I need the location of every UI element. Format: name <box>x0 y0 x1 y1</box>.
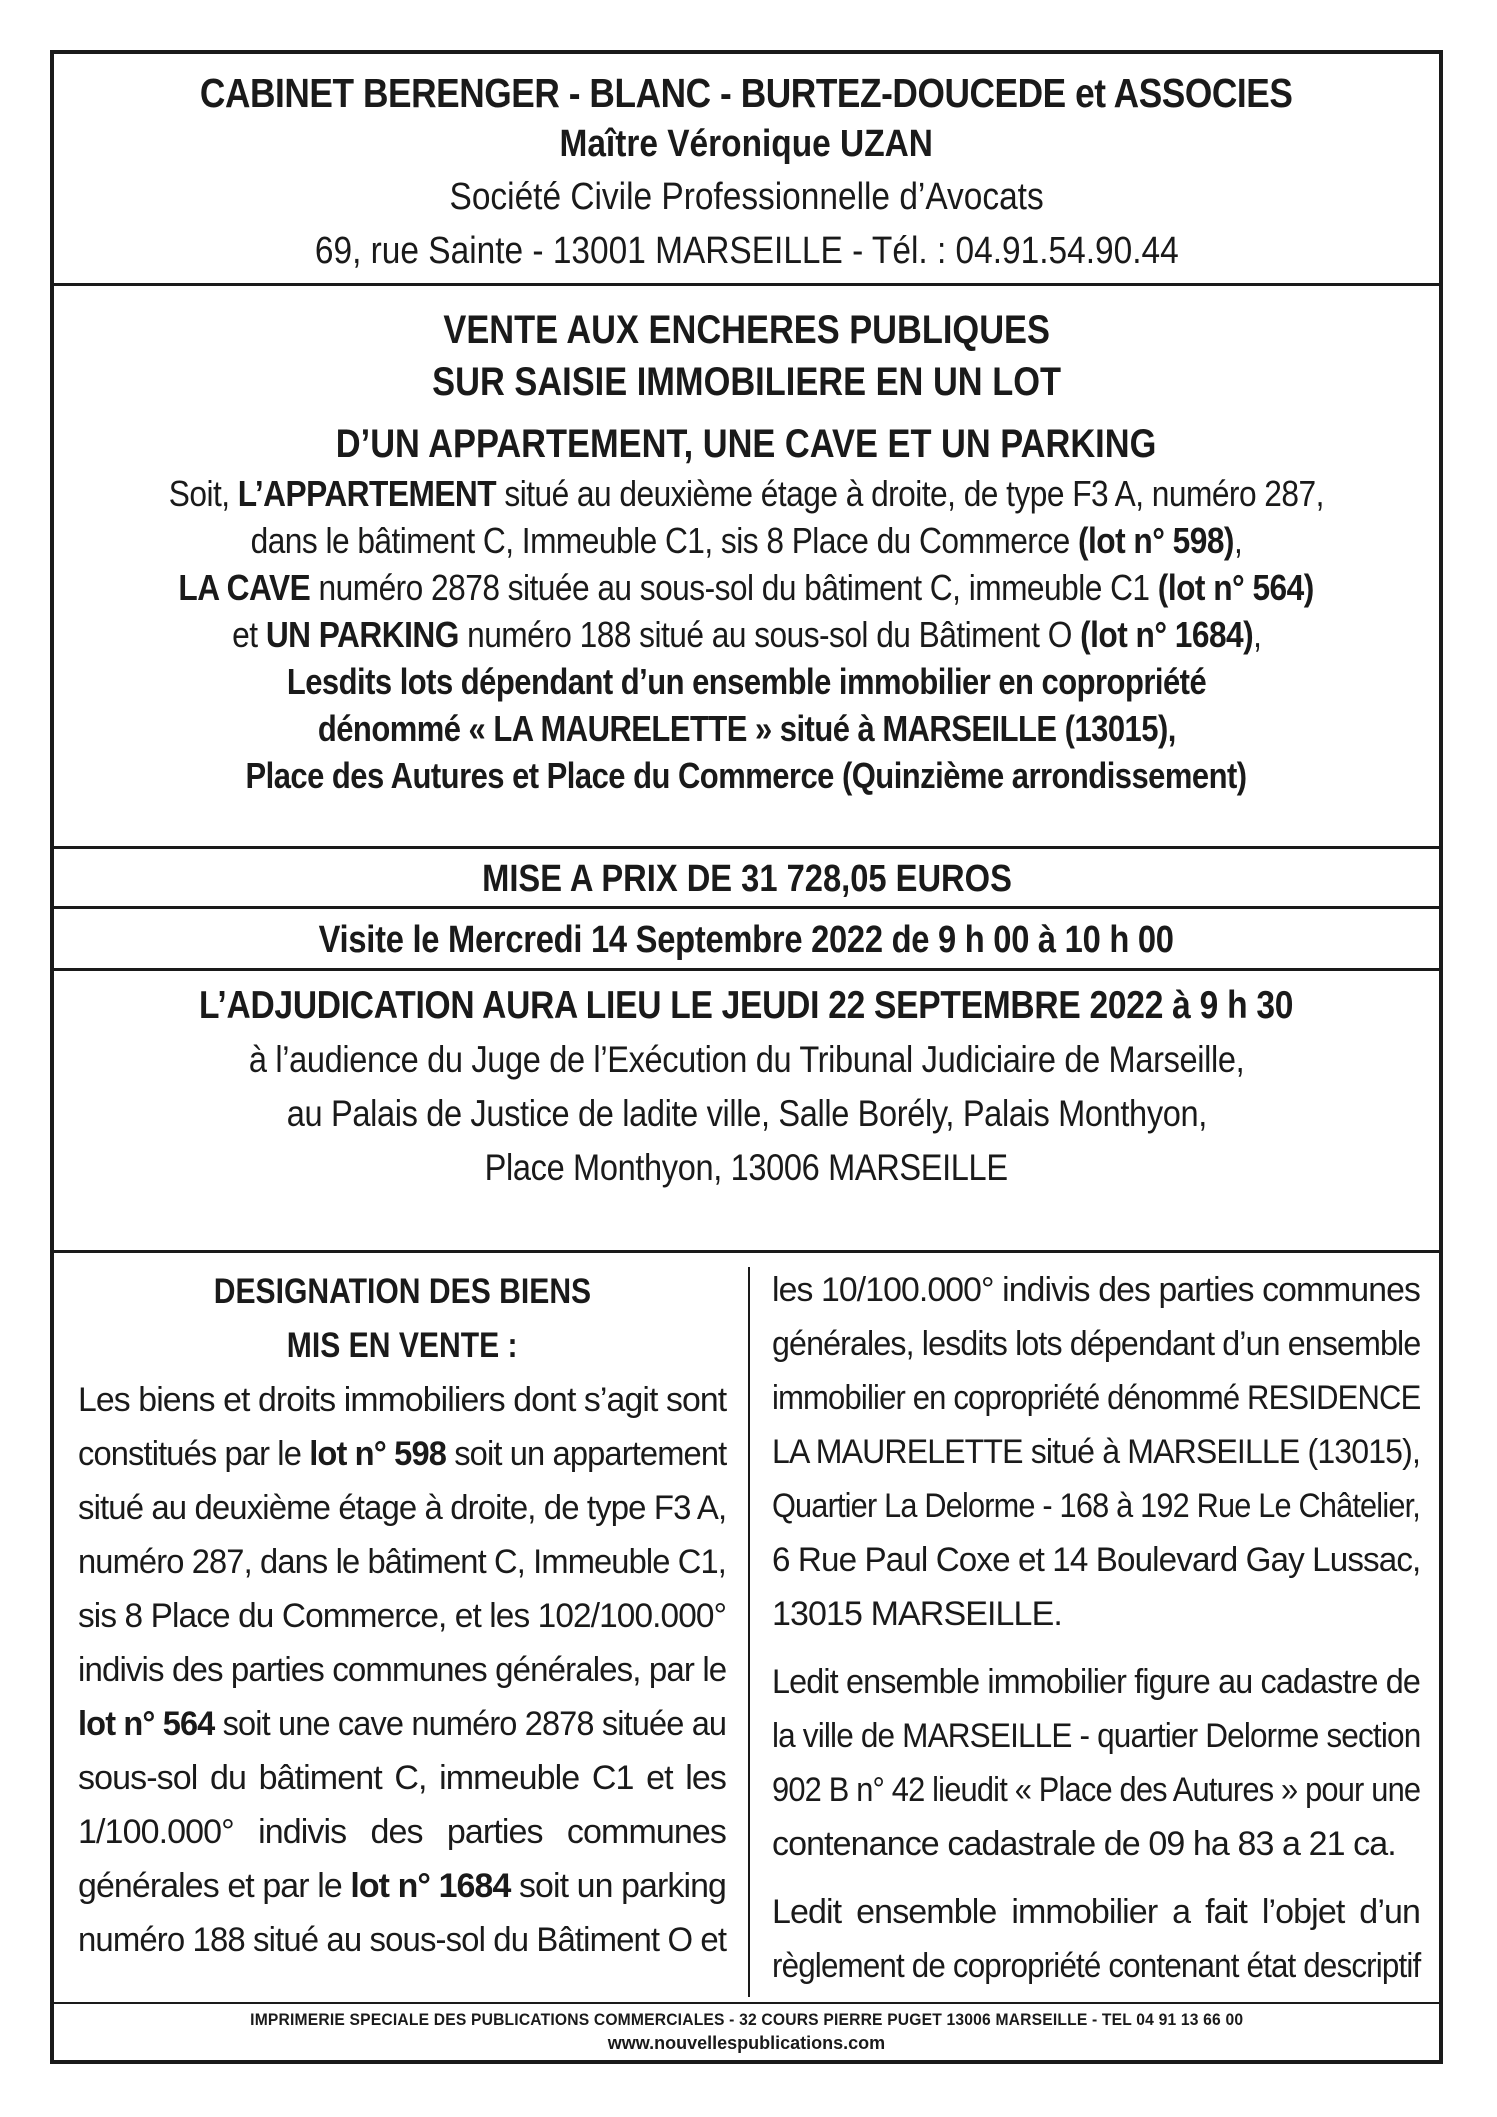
right-p1-line-6: 6 Rue Paul Coxe et 14 Boulevard Gay Lussac, <box>772 1541 1421 1579</box>
sale-announcement <box>54 286 1439 849</box>
paragraph-gap <box>772 1871 1420 1885</box>
right-p1-line-3: immobilier en copropriété dénommé RESIDENCE <box>772 1379 1421 1417</box>
adjudication-line-3: Place Monthyon, 13006 MARSEILLE <box>484 1147 1009 1188</box>
parking-label: UN PARKING <box>265 614 459 655</box>
firm-type: Société Civile Professionnelle d’Avocats <box>449 176 1044 218</box>
left-line-11: numéro 188 situé au sous-sol du Bâtiment O et <box>78 1921 727 1959</box>
sale-line-7: Place des Autures et Place du Commerce (Quinzième arrondissement) <box>245 755 1248 796</box>
sale-title-3: D’UN APPARTEMENT, UNE CAVE ET UN PARKING <box>336 422 1157 466</box>
firm-address: 69, rue Sainte - 13001 MARSEILLE - Tél. : 04.91.54.90.44 <box>314 230 1179 272</box>
designation-left-text <box>78 1373 726 1967</box>
left-lot-598: lot n° 598 <box>309 1435 447 1473</box>
sale-line-2-text-a: dans le bâtiment C, Immeuble C1, sis 8 Place du Commerce <box>250 520 1079 561</box>
left-line-5: sis 8 Place du Commerce, et les 102/100.000° <box>78 1597 727 1635</box>
lawyer-name: Maître Véronique UZAN <box>559 123 934 165</box>
printer-website: www.nouvellespublications.com <box>607 2033 886 2053</box>
visit-info <box>54 909 1439 971</box>
right-p3-line-2: règlement de copropriété contenant état descriptif <box>772 1947 1421 1985</box>
right-p1-line-7: 13015 MARSEILLE. <box>772 1595 1062 1633</box>
lot-1684-label: (lot n° 1684) <box>1079 614 1253 655</box>
designation-section <box>54 1253 1439 2010</box>
left-line-7-text-b: soit une cave numéro 2878 située au <box>214 1705 727 1743</box>
left-line-8: sous-sol du bâtiment C, immeuble C1 et les <box>78 1759 726 1797</box>
sale-line-1 <box>169 470 1324 517</box>
sale-line-3 <box>179 564 1314 611</box>
designation-title <box>78 1253 726 1373</box>
sale-line-6: dénommé « LA MAURELETTE » situé à MARSEILLE (13015), <box>317 708 1176 749</box>
left-line-10-text-c: soit un parking <box>510 1867 726 1905</box>
left-line-2 <box>78 1427 726 1481</box>
sale-line-1-text-a: Soit, <box>168 473 238 514</box>
designation-title-2: MIS EN VENTE : <box>286 1326 518 1365</box>
column-divider <box>748 1267 750 1997</box>
adjudication-line-2: au Palais de Justice de ladite ville, Salle Borély, Palais Monthyon, <box>286 1093 1207 1134</box>
right-p1-line-2: générales, lesdits lots dépendant d’un ensemble <box>772 1325 1421 1363</box>
designation-title-1: DESIGNATION DES BIENS <box>213 1272 591 1311</box>
left-line-10-text-a: générales et par le <box>78 1867 351 1905</box>
right-p3-line-1: Ledit ensemble immobilier a fait l’objet d’un <box>772 1893 1420 1931</box>
sale-line-4-text-c: numéro 188 situé au sous-sol du Bâtiment O <box>458 614 1080 655</box>
starting-price <box>54 849 1439 909</box>
left-line-7 <box>78 1697 726 1751</box>
designation-right-column <box>772 1253 1420 1993</box>
left-line-10 <box>78 1859 726 1913</box>
sale-line-1-text-c: situé au deuxième étage à droite, de type F3 A, numéro 287, <box>496 473 1325 514</box>
visit-text: Visite le Mercredi 14 Septembre 2022 de 9 h 00 à 10 h 00 <box>318 919 1175 961</box>
left-line-9: 1/100.000° indivis des parties communes <box>78 1813 726 1851</box>
law-firm-header <box>54 54 1439 286</box>
printer-info: IMPRIMERIE SPECIALE DES PUBLICATIONS COMMERCIALES - 32 COURS PIERRE PUGET 13006 MARSEILLE - TEL 04 91 13 66 00 <box>249 2010 1244 2029</box>
lot-598-label: (lot n° 598) <box>1078 520 1235 561</box>
sale-title-1: VENTE AUX ENCHERES PUBLIQUES <box>443 308 1050 352</box>
left-line-4: numéro 287, dans le bâtiment C, Immeuble C1, <box>78 1543 726 1581</box>
left-lot-1684: lot n° 1684 <box>350 1867 511 1905</box>
sale-line-2 <box>251 517 1243 564</box>
left-line-1: Les biens et droits immobiliers dont s’agit sont <box>78 1381 727 1419</box>
sale-line-5: Lesdits lots dépendant d’un ensemble immobilier en copropriété <box>286 661 1207 702</box>
left-line-3: situé au deuxième étage à droite, de type F3 A, <box>78 1489 727 1527</box>
sale-line-4 <box>232 611 1261 658</box>
right-p2-line-4: contenance cadastrale de 09 ha 83 a 21 ca. <box>772 1825 1396 1863</box>
sale-line-2-text-c: , <box>1234 520 1243 561</box>
right-p2-line-3: 902 B n° 42 lieudit « Place des Autures » pour une <box>772 1771 1421 1809</box>
left-line-6: indivis des parties communes générales, par le <box>78 1651 727 1689</box>
cave-label: LA CAVE <box>178 567 311 608</box>
appartement-label: L’APPARTEMENT <box>237 473 497 514</box>
sale-line-4-text-e: , <box>1252 614 1262 655</box>
right-p1-line-4: LA MAURELETTE situé à MARSEILLE (13015), <box>772 1433 1420 1471</box>
sale-line-3-text-b: numéro 2878 située au sous-sol du bâtiment C, immeuble C1 <box>310 567 1159 608</box>
right-p1-line-1: les 10/100.000° indivis des parties communes <box>772 1271 1420 1309</box>
notice-frame <box>50 50 1443 2064</box>
starting-price-text: MISE A PRIX DE 31 728,05 EUROS <box>481 858 1012 900</box>
printer-footer <box>54 2008 1439 2054</box>
lot-564-label: (lot n° 564) <box>1158 567 1315 608</box>
right-p2-line-1: Ledit ensemble immobilier figure au cadastre de <box>772 1663 1420 1701</box>
designation-left-column <box>78 1253 726 1967</box>
paragraph-gap <box>772 1641 1420 1655</box>
sale-line-4-text-a: et <box>231 614 266 655</box>
designation-right-text <box>772 1253 1420 1993</box>
right-p2-line-2: la ville de MARSEILLE - quartier Delorme section <box>772 1717 1421 1755</box>
adjudication-info <box>54 971 1439 1253</box>
footer-rule <box>54 2002 1439 2004</box>
left-line-2-text-a: constitués par le <box>78 1435 310 1473</box>
adjudication-title: L’ADJUDICATION AURA LIEU LE JEUDI 22 SEPTEMBRE 2022 à 9 h 30 <box>199 984 1294 1027</box>
left-line-2-text-c: soit un appartement <box>446 1435 727 1473</box>
adjudication-line-1: à l’audience du Juge de l’Exécution du Tribunal Judiciaire de Marseille, <box>248 1039 1245 1080</box>
sale-title-2: SUR SAISIE IMMOBILIERE EN UN LOT <box>432 360 1061 404</box>
right-p1-line-5: Quartier La Delorme - 168 à 192 Rue Le Châtelier, <box>772 1487 1420 1525</box>
left-lot-564: lot n° 564 <box>78 1705 215 1743</box>
firm-name: CABINET BERENGER - BLANC - BURTEZ-DOUCEDE et ASSOCIES <box>200 70 1293 116</box>
